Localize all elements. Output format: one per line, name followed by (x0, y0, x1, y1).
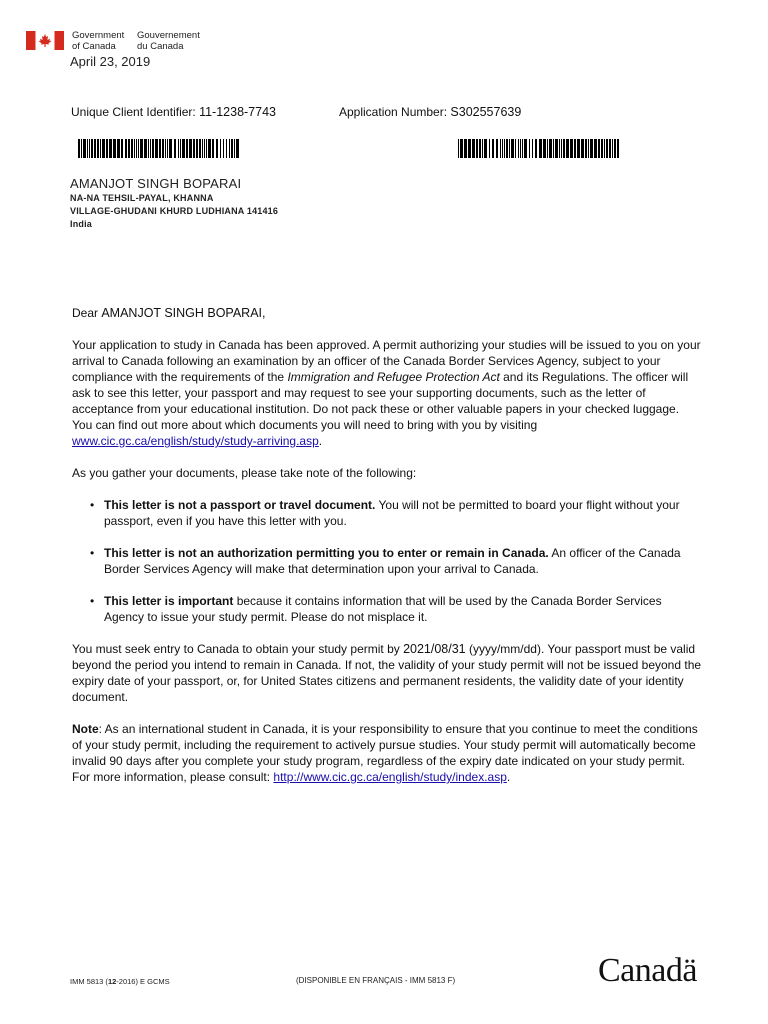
barcode-bar (97, 139, 99, 158)
recipient-name: AMANJOT SINGH BOPARAI (70, 176, 242, 191)
barcode-bar (102, 139, 105, 158)
barcode-bar (109, 139, 112, 158)
bullet3-bold: This letter is important (104, 594, 234, 608)
salutation-name: AMANJOT SINGH BOPARAI, (101, 306, 266, 320)
list-item (72, 593, 702, 625)
barcode-bar (162, 139, 164, 158)
notes-list (72, 497, 702, 625)
barcode-bar (590, 139, 593, 158)
barcode-bar (524, 139, 527, 158)
barcode-bar (585, 139, 587, 158)
barcode-bar (506, 139, 508, 158)
barcode-bar (518, 139, 519, 158)
barcode-bar (100, 139, 101, 158)
barcode-bar (136, 139, 137, 158)
barcode-bar (601, 139, 603, 158)
application-number-label: Application Number: (339, 105, 448, 119)
barcode-bar (543, 139, 546, 158)
barcode-bar (496, 139, 498, 158)
paragraph-entry-deadline (72, 641, 702, 705)
barcode-bar (522, 139, 523, 158)
barcode-bar (484, 139, 487, 158)
barcode-bar (464, 139, 467, 158)
french-availability-note: (DISPONIBLE EN FRANÇAIS - IMM 5813 F) (296, 976, 456, 985)
barcode-bar (204, 139, 205, 158)
barcode-bar (206, 139, 207, 158)
government-of-canada-en (72, 30, 124, 52)
barcode-bar (193, 139, 195, 158)
barcode-bar (606, 139, 608, 158)
barcode-bar (216, 139, 218, 158)
barcode-bar (117, 139, 120, 158)
letter-date: April 23, 2019 (70, 54, 151, 69)
government-of-canada-fr (137, 30, 200, 52)
barcode-bar (577, 139, 580, 158)
barcode-bar (588, 139, 589, 158)
form-number-b: -2016) E GCMS (116, 977, 170, 986)
barcode-bar (614, 139, 616, 158)
barcode-bar (231, 139, 233, 158)
barcode-bar (604, 139, 605, 158)
barcode-bar (174, 139, 176, 158)
barcode-bar (83, 139, 86, 158)
barcode-bar (125, 139, 127, 158)
barcode-bar (169, 139, 172, 158)
barcode-bar (138, 139, 139, 158)
barcode-bar (547, 139, 548, 158)
barcode-bar (549, 139, 552, 158)
barcode-bar (504, 139, 505, 158)
canada-flag-icon (26, 31, 64, 50)
barcode-bar (566, 139, 569, 158)
barcode-bar (535, 139, 537, 158)
barcode-bar (121, 139, 123, 158)
barcode-bar (229, 139, 230, 158)
barcode-bar (89, 139, 90, 158)
barcode-bar (178, 139, 179, 158)
bullet-icon: • (90, 546, 95, 560)
bullet3-text: because it contains information that will be used by the Canada Border Services Agency to issue your study permit. Please do not misplace it. (104, 594, 662, 624)
barcode-bar (509, 139, 510, 158)
uci-value: 11-1238-7743 (199, 105, 276, 119)
barcode-bar (167, 139, 168, 158)
barcode-bar (148, 139, 149, 158)
barcode-bar (539, 139, 542, 158)
gov-fr-line1: Gouvernement (137, 30, 200, 41)
barcode-bar (208, 139, 211, 158)
bullet-icon: • (90, 594, 95, 608)
barcode-bar (515, 139, 516, 158)
barcode-bar (581, 139, 584, 158)
barcode-bar (529, 139, 530, 158)
paragraph-gather: As you gather your documents, please take note of the following: (72, 466, 417, 480)
barcode-bar (468, 139, 471, 158)
barcode-bar (555, 139, 558, 158)
barcode-bar (476, 139, 478, 158)
act-title: Immigration and Refugee Protection Act (287, 370, 500, 384)
barcode-bar (189, 139, 192, 158)
barcode-bar (561, 139, 562, 158)
address-country: India (70, 219, 93, 229)
p1-end: . (318, 434, 323, 448)
barcode-bar (87, 139, 88, 158)
barcode-bar (511, 139, 514, 158)
barcode-bar (159, 139, 161, 158)
barcode-bar (140, 139, 143, 158)
barcode-bar (472, 139, 475, 158)
paragraph-note (72, 721, 702, 785)
barcode-bar (612, 139, 613, 158)
barcode-bar (559, 139, 560, 158)
study-index-link[interactable]: http://www.cic.gc.ca/english/study/index.asp (273, 770, 507, 784)
gov-fr-line2: du Canada (137, 41, 184, 52)
barcode-bar (128, 139, 130, 158)
barcode-bar (196, 139, 198, 158)
barcode-bar (553, 139, 554, 158)
barcode-bar (150, 139, 151, 158)
barcode-bar (131, 139, 133, 158)
barcode-bar (502, 139, 503, 158)
barcode-bar (236, 139, 239, 158)
application-number-value: S302557639 (450, 105, 522, 119)
barcode-bar (574, 139, 576, 158)
barcode-bar (155, 139, 158, 158)
uci-barcode (78, 139, 241, 158)
barcode-bar (223, 139, 224, 158)
entry-deadline-date: 2021/08/31 (403, 642, 466, 656)
form-number-bold: 12 (107, 977, 117, 986)
barcode-bar (180, 139, 181, 158)
barcode-bar (91, 139, 93, 158)
p1-text-a: Your application to study in Canada has been approved. A permit authorizing your studies will be issued to you on your arrival to Canada following an examination by an officer of the Canada Border Services Agency, subject to your compliance with the requirements of the (72, 338, 701, 384)
barcode-bar (617, 139, 619, 158)
barcode-bar (78, 139, 80, 158)
barcode-bar (234, 139, 235, 158)
barcode-bar (113, 139, 116, 158)
barcode-bar (458, 139, 459, 158)
barcode-bar (479, 139, 481, 158)
barcode-bar (532, 139, 533, 158)
bullet1-bold: This letter is not a passport or travel document. (104, 498, 376, 512)
p3-text-a: You must seek entry to Canada to obtain your study permit by (72, 642, 404, 656)
barcode-bar (500, 139, 501, 158)
barcode-bar (226, 139, 227, 158)
barcode-bar (182, 139, 185, 158)
salutation (72, 305, 702, 321)
bullet1-text: You will not be permitted to board your flight without your passport, even if you have this letter with you. (104, 498, 680, 528)
barcode-bar (152, 139, 154, 158)
barcode-bar (570, 139, 573, 158)
note-end: . (506, 770, 511, 784)
note-text: : As an international student in Canada, it is your responsibility to ensure that you continue to meet the conditions of your study permit, including the requirement to actively pursue studies. Your study permit will automatically become invalid 90 days after you complete your study program, regardless of the expiry date indicated on your study permit. For more information, please consult: (72, 722, 698, 784)
form-number-a: IMM 5813 ( (70, 977, 108, 986)
barcode-bar (94, 139, 96, 158)
barcode-bar (489, 139, 490, 158)
barcode-bar (81, 139, 82, 158)
canada-wordmark: Canadä (598, 952, 697, 989)
form-number (70, 977, 170, 986)
list-item (72, 497, 702, 529)
barcode-bar (609, 139, 611, 158)
barcode-bar (199, 139, 201, 158)
paragraph-approval (72, 337, 702, 449)
gov-en-line2: of Canada (72, 41, 116, 52)
application-number-field (339, 105, 521, 119)
salutation-prefix: Dear (72, 306, 102, 320)
application-barcode (458, 139, 621, 158)
study-arriving-link[interactable]: www.cic.gc.ca/english/study/study-arriving.asp (72, 434, 319, 448)
barcode-bar (520, 139, 521, 158)
bullet2-text: An officer of the Canada Border Services Agency will make that determination upon your arrival to Canada. (104, 546, 681, 576)
barcode-bar (460, 139, 463, 158)
barcode-bar (482, 139, 483, 158)
uci-label: Unique Client Identifier: (71, 105, 196, 119)
uci-field (71, 105, 276, 119)
note-label: Note (72, 722, 99, 736)
list-item (72, 545, 702, 577)
p1-text-b: and its Regulations. The officer will ask to see this letter, your passport and may request to see your supporting documents, such as the letter of acceptance from your educational institution. Do not pack these or other valuable papers in your checked luggage. You can find out more about which documents you will need to bring with you by visiting (72, 370, 689, 432)
address-line-2: VILLAGE-GHUDANI KHURD LUDHIANA 141416 (70, 206, 279, 216)
barcode-bar (165, 139, 166, 158)
gov-en-line1: Government (72, 30, 125, 41)
barcode-bar (492, 139, 494, 158)
barcode-bar (563, 139, 565, 158)
bullet-icon: • (90, 498, 95, 512)
barcode-bar (106, 139, 108, 158)
letter-body (72, 305, 702, 801)
barcode-bar (594, 139, 597, 158)
barcode-bar (220, 139, 221, 158)
barcode-bar (144, 139, 147, 158)
barcode-bar (186, 139, 188, 158)
barcode-bar (598, 139, 600, 158)
barcode-bar (202, 139, 203, 158)
address-line-1: NA-NA TEHSIL-PAYAL, KHANNA (70, 193, 214, 203)
barcode-bar (134, 139, 135, 158)
bullet2-bold: This letter is not an authorization permitting you to enter or remain in Canada. (104, 546, 549, 560)
p3-text-b: (yyyy/mm/dd). Your passport must be valid beyond the period you intend to remain in Canada. If not, the validity of your study permit will not be issued beyond the expiry date of your passport, or, for United States citizens and permanent residents, the validity date of your identity document. (72, 642, 702, 704)
barcode-bar (212, 139, 214, 158)
